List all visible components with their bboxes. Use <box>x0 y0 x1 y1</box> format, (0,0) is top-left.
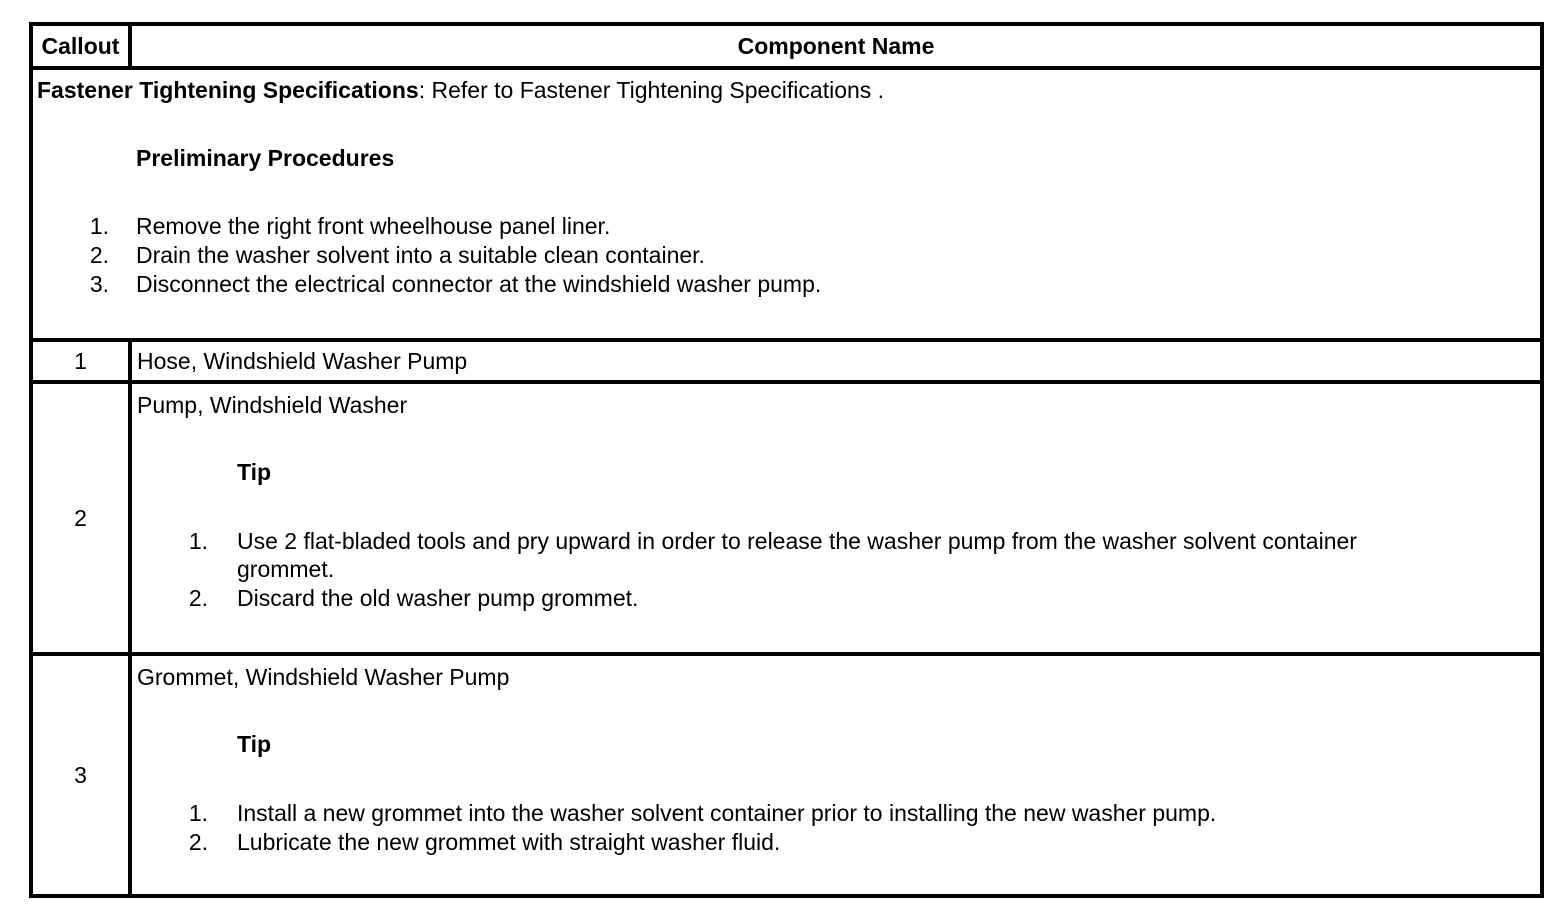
tip-number: 2. <box>188 829 208 855</box>
column-divider <box>128 380 132 652</box>
table-row <box>33 384 1540 652</box>
component-name: Grommet, Windshield Washer Pump <box>137 664 510 690</box>
header-divider <box>128 26 132 66</box>
callout-number: 1 <box>74 347 87 374</box>
component-cell <box>132 342 1540 380</box>
tip-title: Tip <box>237 731 272 757</box>
step-number: 1. <box>89 213 109 239</box>
step-number: 3. <box>89 271 109 297</box>
component-name: Hose, Windshield Washer Pump <box>137 348 468 374</box>
component-cell <box>132 384 1540 652</box>
tip-text: Lubricate the new grommet with straight washer fluid. <box>237 829 781 855</box>
step-text: Disconnect the electrical connector at the windshield washer pump. <box>136 271 822 297</box>
header-row <box>33 26 1540 66</box>
callout-number: 3 <box>74 761 87 788</box>
component-cell <box>132 656 1540 894</box>
callout-header: Callout <box>41 32 120 59</box>
fastener-spec-label: Fastener Tightening Specifications <box>37 77 419 103</box>
column-divider <box>128 652 132 894</box>
intro-block <box>33 70 1540 338</box>
tip-text: Install a new grommet into the washer solvent container prior to installing the new washer pump. <box>237 800 1217 826</box>
tip-number: 1. <box>188 528 208 554</box>
fastener-spec-text: : Refer to Fastener Tightening Specifications . <box>418 77 885 103</box>
fastener-spec-line <box>37 76 884 104</box>
tip-text: Discard the old washer pump grommet. <box>237 585 639 611</box>
callout-number: 2 <box>74 504 87 531</box>
tip-text-continued: grommet. <box>237 556 335 582</box>
column-divider <box>128 338 132 380</box>
table-row <box>33 342 1540 380</box>
table-row <box>33 656 1540 894</box>
tip-number: 1. <box>188 800 208 826</box>
component-name-header: Component Name <box>737 32 935 59</box>
step-number: 2. <box>89 242 109 268</box>
tip-title: Tip <box>237 459 272 485</box>
tip-text: Use 2 flat-bladed tools and pry upward in order to release the washer pump from the washer solvent container <box>237 528 1357 554</box>
component-table <box>29 22 1544 898</box>
step-text: Remove the right front wheelhouse panel liner. <box>136 213 611 239</box>
tip-number: 2. <box>188 585 208 611</box>
component-name: Pump, Windshield Washer <box>137 392 408 418</box>
step-text: Drain the washer solvent into a suitable clean container. <box>136 242 705 268</box>
preliminary-procedures-title: Preliminary Procedures <box>136 145 395 171</box>
